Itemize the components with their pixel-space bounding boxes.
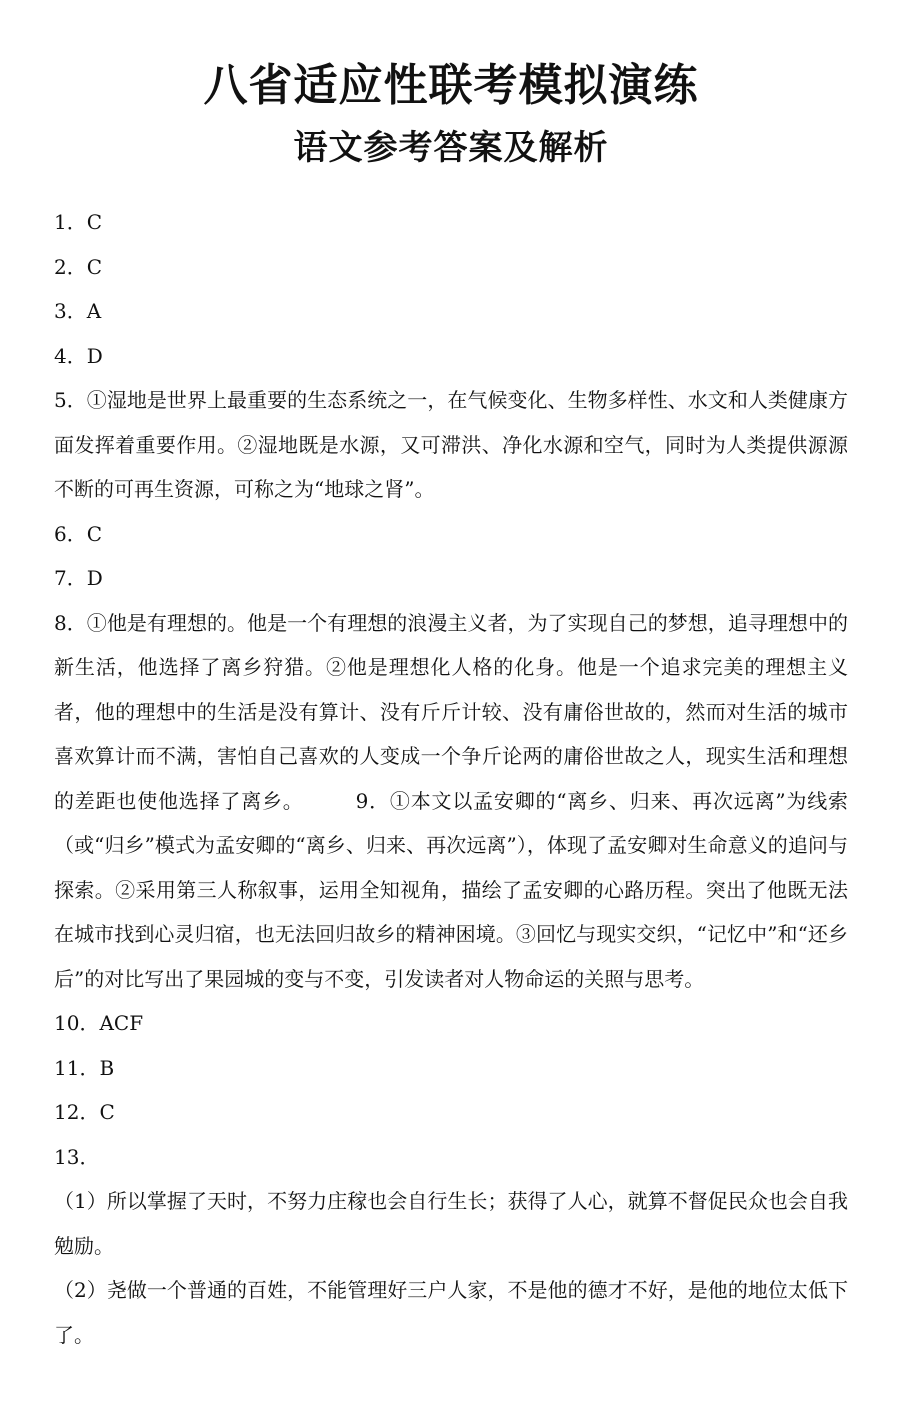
answer-2: 2．C [54,254,103,279]
answer-13-part-1: （1）所以掌握了天时，不努力庄稼也会自行生长；获得了人心，就算不督促民众也会自我勉励。 [54,1189,848,1258]
answer-1: 1．C [54,210,103,234]
answer-12: 12．C [54,1100,115,1124]
answer-7: 7．D [54,566,103,590]
answer-5: 5．①湿地是世界上最重要的生态系统之一，在气候变化、生物多样性、水文和人类健康方面发挥着重要作用。②湿地既是水源，又可滞洪、净化水源和空气，同时为人类提供源源不断的可再生资源，可称之为“地球之肾”。 [54,388,848,501]
page-subtitle: 语文参考答案及解析 [293,128,609,168]
answer-6: 6．C [54,521,103,546]
page-title: 八省适应性联考模拟演练 [203,60,699,111]
answer-4: 4．D [54,343,103,368]
answer-list [54,200,848,1357]
answer-8: 8．①他是有理想的。他是一个有理想的浪漫主义者，为了实现自己的梦想，追寻理想中的新生活，他选择了离乡狩猎。②他是理想化人格的化身。他是一个追求完美的理想主义者，他的理想中的生活是没有算计、没有斤斤计较、没有庸俗世故的，然而对生活的城市喜欢算计而不满，害怕自己喜欢的人变成一个争斤论两的庸俗世故之人，现实生活和理想的差距也使他选择了离乡。 [54,610,848,813]
answer-10: 10．ACF [54,1011,144,1035]
answer-3: 3．A [54,299,102,323]
answer-13-part-2: （2）尧做一个普通的百姓，不能管理好三户人家，不是他的德才不好，是他的地位太低下了。 [54,1278,848,1347]
answer-11: 11．B [54,1055,115,1080]
answer-8-9 [54,601,848,1002]
answer-9: 9．①本文以孟安卿的“离乡、归来、再次远离”为线索（或“归乡”模式为孟安卿的“离乡、归来、再次远离”），体现了孟安卿对生命意义的追问与探索。②采用第三人称叙事，运用全知视角，描绘了孟安卿的心路历程。突出了他既无法在城市找到心灵归宿，也无法回归故乡的精神困境。③回忆与现实交织，“记忆中”和“还乡后”的对比写出了果园城的变与不变，引发读者对人物命运的关照与思考。 [54,788,848,991]
answer-13: 13． [54,1144,100,1169]
